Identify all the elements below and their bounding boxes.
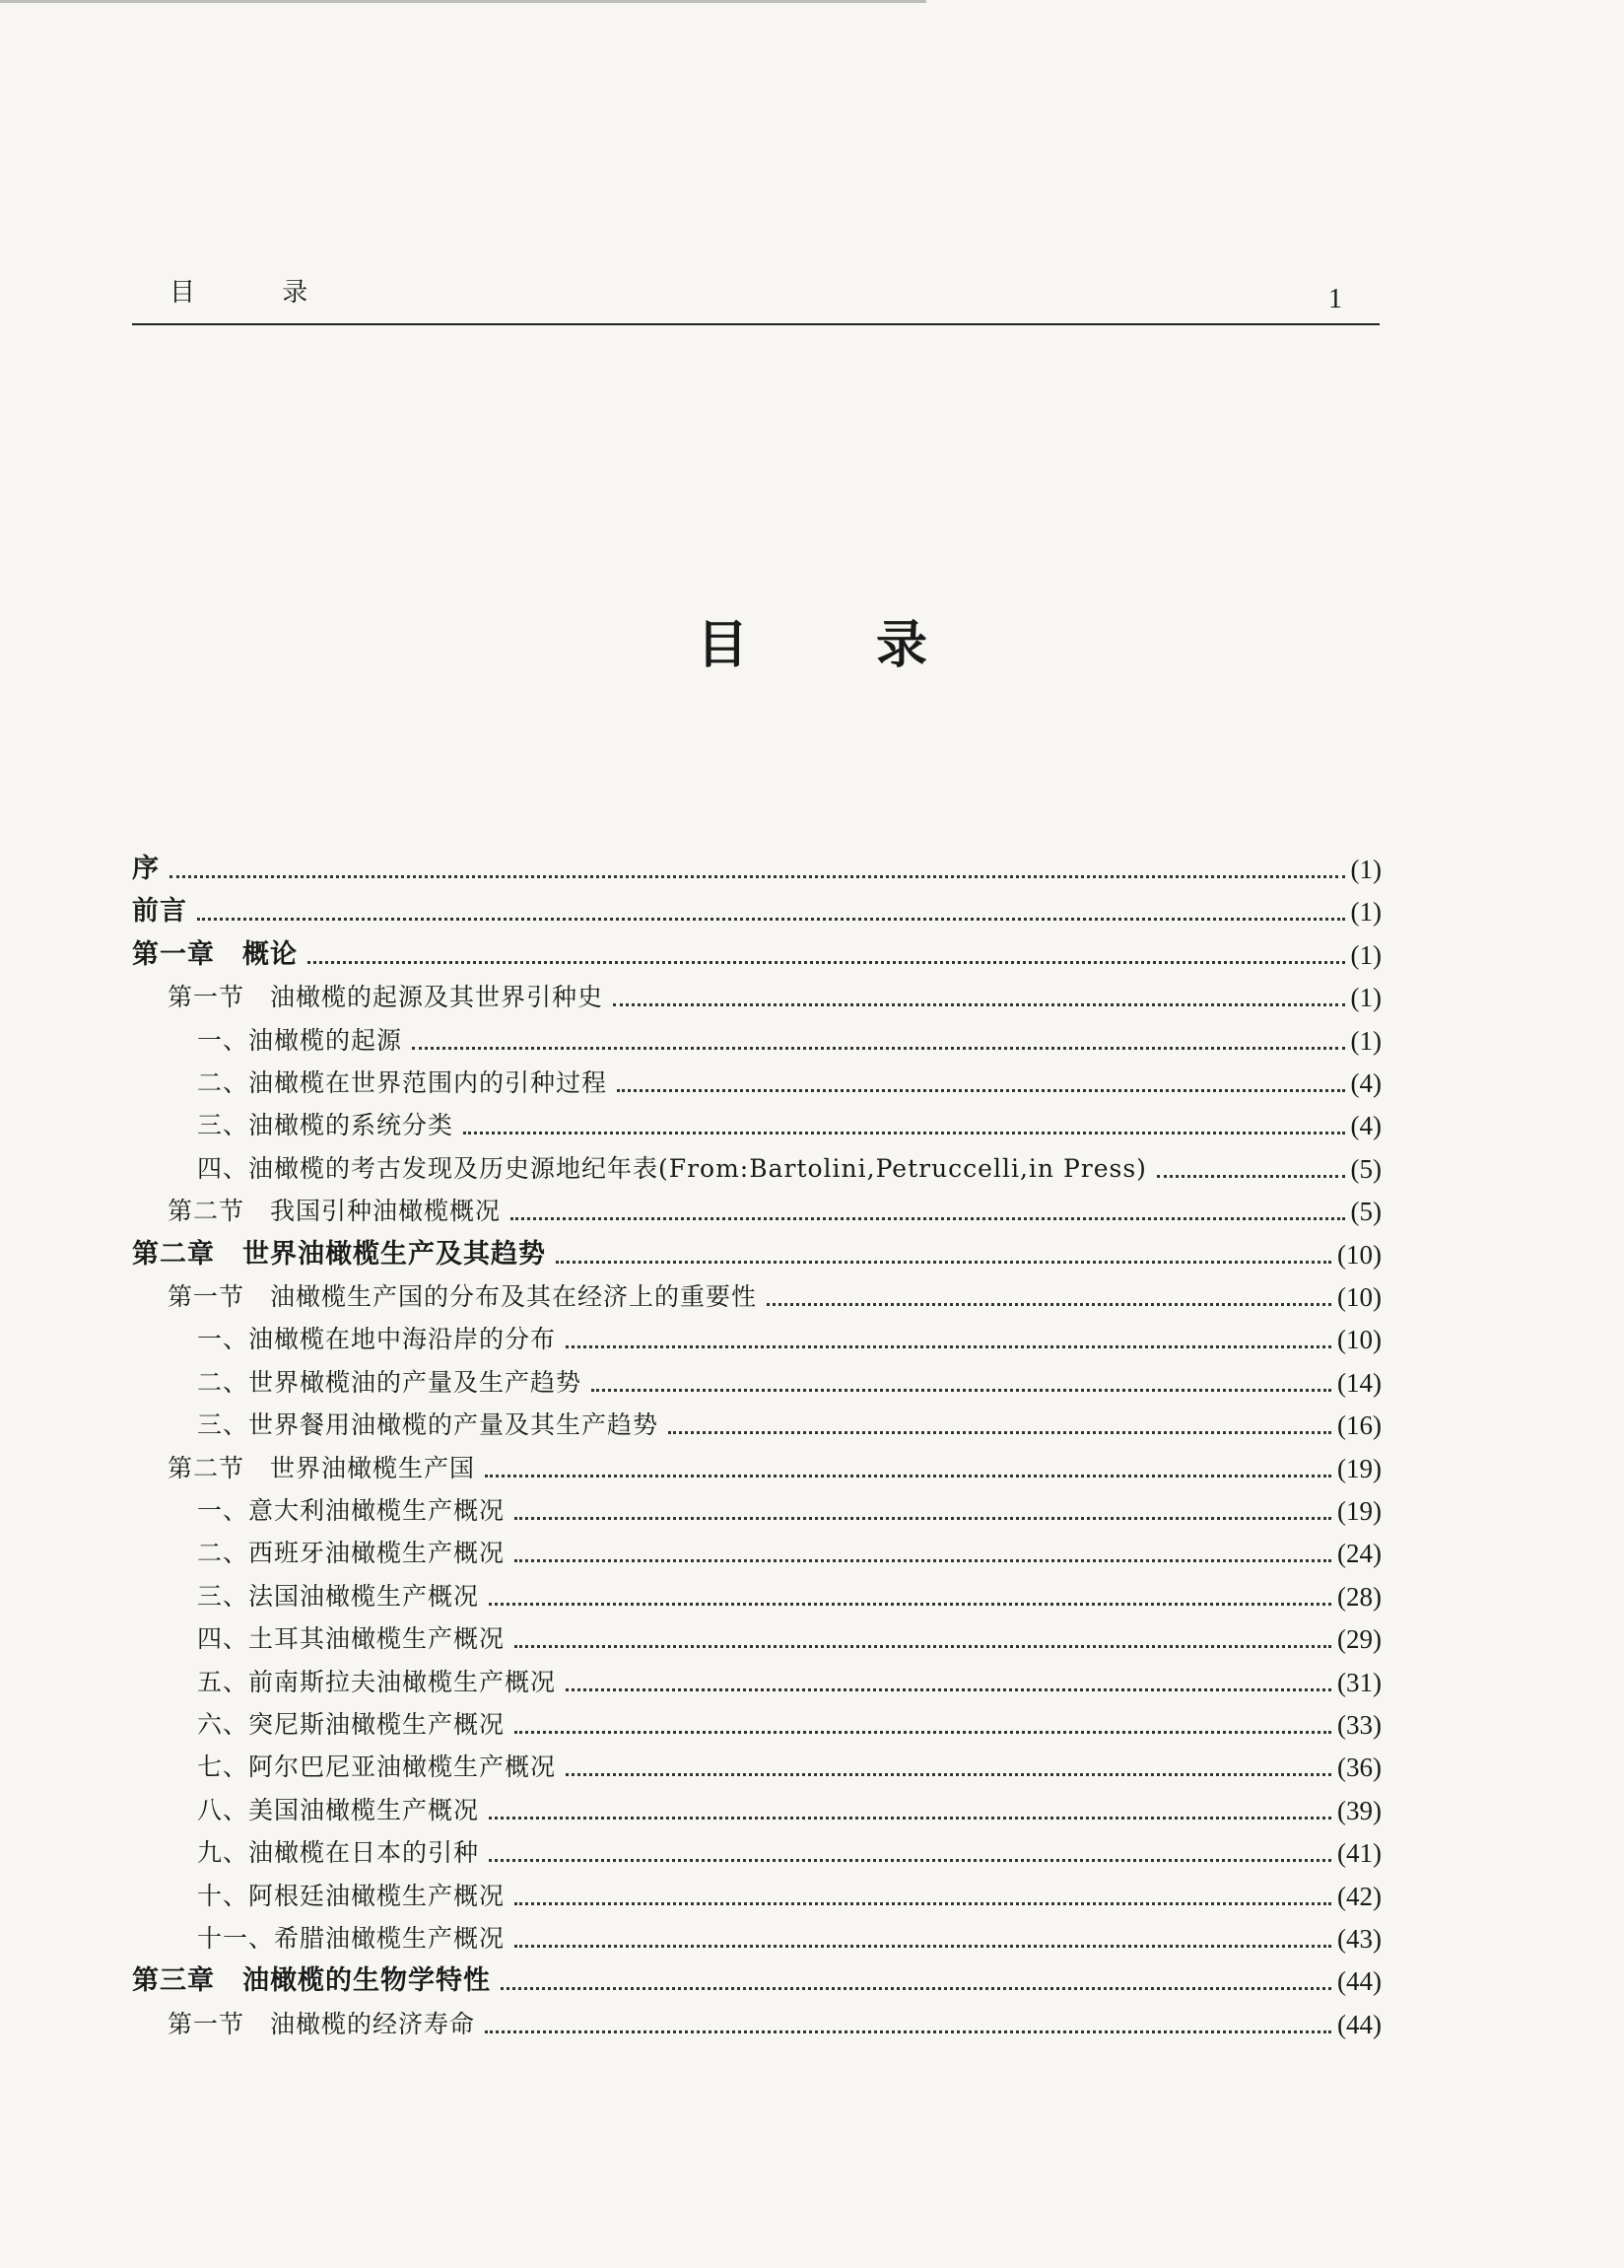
page-number: 1 <box>1328 284 1342 314</box>
toc-entry-chapter <box>132 933 1382 971</box>
toc-entry-item <box>132 1019 1382 1057</box>
toc-entry-item <box>132 1917 1382 1955</box>
toc-entry-chapter <box>132 890 1382 928</box>
toc-leader-dots <box>591 1389 1331 1392</box>
toc-entry-chapter <box>132 1233 1382 1271</box>
toc-entry-page: (39) <box>1337 1796 1382 1825</box>
toc-leader-dots <box>514 1559 1331 1562</box>
toc-entry-item <box>132 1489 1382 1527</box>
toc-entry-item <box>132 1703 1382 1741</box>
toc-entry-label: 八、美国油橄榄生产概况 <box>197 1796 480 1824</box>
toc-leader-dots <box>514 1517 1331 1520</box>
toc-entry-item <box>132 1746 1382 1783</box>
toc-leader-dots <box>485 1475 1331 1478</box>
toc-entry-label: 第二节 世界油橄榄生产国 <box>168 1454 476 1482</box>
toc-entry-label: 二、油橄榄在世界范围内的引种过程 <box>197 1068 608 1097</box>
toc-leader-dots <box>514 1902 1331 1905</box>
toc-entry-label: 第一节 油橄榄生产国的分布及其在经济上的重要性 <box>168 1282 758 1311</box>
toc-entry-page: (4) <box>1350 1068 1382 1098</box>
toc-entry-page: (14) <box>1337 1368 1382 1398</box>
toc-entry-label: 第一节 油橄榄的起源及其世界引种史 <box>168 983 604 1011</box>
toc-entry-item <box>132 1404 1382 1441</box>
toc-entry-page: (41) <box>1337 1838 1382 1868</box>
toc-entry-section <box>132 1275 1382 1313</box>
toc-entry-item <box>132 1361 1382 1399</box>
toc-leader-dots <box>510 1217 1345 1220</box>
toc-entry-page: (5) <box>1350 1154 1382 1184</box>
scan-edge <box>0 0 926 3</box>
toc-leader-dots <box>668 1431 1331 1434</box>
toc-leader-dots <box>501 1987 1331 1990</box>
toc-entry-page: (1) <box>1350 855 1382 884</box>
toc-entry-page: (5) <box>1350 1197 1382 1226</box>
toc-entry-label: 三、油橄榄的系统分类 <box>197 1111 454 1139</box>
toc-entry-label: 五、前南斯拉夫油橄榄生产概况 <box>197 1668 557 1696</box>
toc-leader-dots <box>617 1089 1345 1092</box>
toc-entry-label: 三、法国油橄榄生产概况 <box>197 1582 480 1611</box>
toc-leader-dots <box>489 1817 1331 1820</box>
toc-entry-page: (42) <box>1337 1882 1382 1911</box>
toc-entry-item <box>132 1617 1382 1655</box>
toc-entry-item <box>132 1532 1382 1569</box>
toc-leader-dots <box>556 1261 1331 1264</box>
toc-leader-dots <box>514 1945 1331 1948</box>
toc-entry-label: 第一节 油橄榄的经济寿命 <box>168 2010 476 2038</box>
toc-entry-page: (10) <box>1337 1240 1382 1270</box>
toc-entry-page: (1) <box>1350 983 1382 1012</box>
toc-entry-section <box>132 1447 1382 1484</box>
toc-entry-label: 九、油橄榄在日本的引种 <box>197 1838 480 1867</box>
toc-leader-dots <box>566 1345 1331 1348</box>
toc-leader-dots <box>485 2030 1331 2033</box>
toc-entry-page: (24) <box>1337 1539 1382 1568</box>
toc-leader-dots <box>514 1645 1331 1648</box>
toc-entry-label: 一、油橄榄在地中海沿岸的分布 <box>197 1325 557 1353</box>
toc-entry-section <box>132 976 1382 1013</box>
toc-entry-page: (33) <box>1337 1710 1382 1740</box>
toc-entry-label: 第二章 世界油橄榄生产及其趋势 <box>132 1239 546 1270</box>
toc-entry-label: 二、世界橄榄油的产量及生产趋势 <box>197 1368 582 1397</box>
toc-entry-label: 十、阿根廷油橄榄生产概况 <box>197 1882 506 1910</box>
toc-leader-dots <box>463 1132 1345 1134</box>
toc-entry-label: 第一章 概论 <box>132 939 298 970</box>
toc-entry-label: 三、世界餐用油橄榄的产量及其生产趋势 <box>197 1410 659 1439</box>
toc-entry-page: (16) <box>1337 1410 1382 1440</box>
toc-entry-chapter <box>132 1959 1382 1997</box>
toc-leader-dots <box>566 1688 1331 1691</box>
toc-entry-page: (44) <box>1337 1966 1382 1996</box>
toc-leader-dots <box>489 1859 1331 1862</box>
toc-entry-label: 四、土耳其油橄榄生产概况 <box>197 1624 506 1653</box>
toc-entry-label: 七、阿尔巴尼亚油橄榄生产概况 <box>197 1753 557 1781</box>
toc-entry-page: (4) <box>1350 1111 1382 1140</box>
toc-leader-dots <box>514 1731 1331 1734</box>
toc-entry-item <box>132 1147 1382 1185</box>
toc-entry-label: 六、突尼斯油橄榄生产概况 <box>197 1710 506 1739</box>
toc-entry-page: (29) <box>1337 1624 1382 1654</box>
toc-entry-label: 四、油橄榄的考古发现及历史源地纪年表(From:Bartolini,Petruccelli,in Press) <box>197 1154 1147 1183</box>
toc-entry-item <box>132 1661 1382 1698</box>
toc-entry-page: (1) <box>1350 1026 1382 1056</box>
toc-entry-label: 二、西班牙油橄榄生产概况 <box>197 1539 506 1567</box>
toc-leader-dots <box>412 1047 1345 1050</box>
toc-entry-item <box>132 1575 1382 1613</box>
toc-entry-page: (10) <box>1337 1325 1382 1354</box>
page-title: 目录 <box>696 616 1055 675</box>
toc-leader-dots <box>197 918 1345 921</box>
toc-leader-dots <box>613 1003 1345 1006</box>
toc-leader-dots <box>489 1603 1331 1606</box>
toc-entry-page: (1) <box>1350 940 1382 970</box>
toc-entry-item <box>132 1062 1382 1099</box>
toc-entry-page: (36) <box>1337 1753 1382 1782</box>
toc-entry-page: (31) <box>1337 1668 1382 1697</box>
toc-entry-label: 一、油橄榄的起源 <box>197 1026 403 1055</box>
toc-entry-section <box>132 2003 1382 2040</box>
toc-leader-dots <box>566 1773 1331 1776</box>
toc-leader-dots <box>169 875 1345 878</box>
running-head <box>132 264 1380 325</box>
toc-entry-page: (1) <box>1350 897 1382 927</box>
toc-entry-label: 一、意大利油橄榄生产概况 <box>197 1496 506 1525</box>
toc-leader-dots <box>767 1303 1331 1306</box>
toc-entry-page: (19) <box>1337 1496 1382 1526</box>
toc-leader-dots <box>1157 1175 1345 1178</box>
toc-entry-page: (10) <box>1337 1282 1382 1312</box>
toc-entry-chapter <box>132 848 1382 885</box>
toc-entry-item <box>132 1831 1382 1869</box>
toc-leader-dots <box>307 961 1345 964</box>
toc-entry-label: 十一、希腊油橄榄生产概况 <box>197 1924 506 1953</box>
toc-entry-item <box>132 1318 1382 1355</box>
toc-entry-section <box>132 1190 1382 1227</box>
toc-entry-page: (44) <box>1337 2010 1382 2039</box>
toc-entry-label: 第三章 油橄榄的生物学特性 <box>132 1965 491 1996</box>
toc-entry-item <box>132 1875 1382 1912</box>
running-head-title: 目 录 <box>169 278 348 308</box>
toc-entry-label: 前言 <box>132 896 187 927</box>
toc-entry-page: (28) <box>1337 1582 1382 1612</box>
toc-entry-label: 序 <box>132 854 160 884</box>
toc-entry-item <box>132 1789 1382 1826</box>
toc-entry-item <box>132 1104 1382 1141</box>
toc-entry-label: 第二节 我国引种油橄榄概况 <box>168 1197 502 1225</box>
toc-entry-page: (43) <box>1337 1924 1382 1954</box>
toc-entry-page: (19) <box>1337 1454 1382 1483</box>
